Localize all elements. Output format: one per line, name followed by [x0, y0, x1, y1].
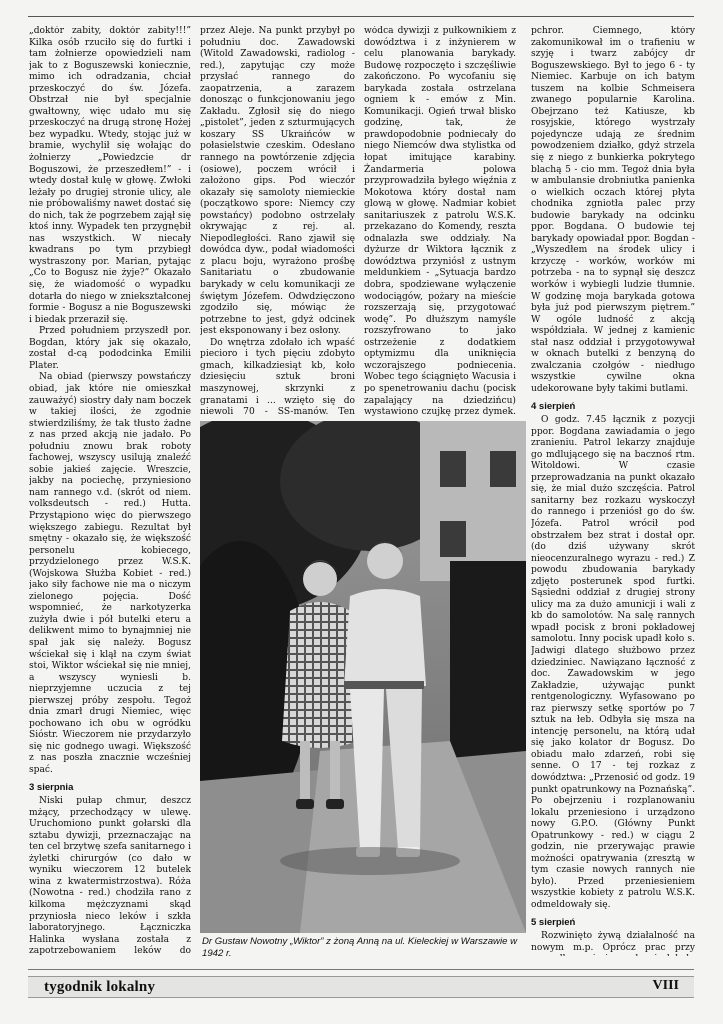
article-paragraph: „doktór zabity, doktór zabity!!!” Kilka osób rzuciło się do furtki i tam żołnierze opowiedzieli nam jak to z Boguszewski koniecznie, mimo ich odradzania, chciał przeskoczyć do św. Józefa. Obstrzał nie był specjalnie gwałtowny, więc udało mu się przeskoczyć na drugą stronę Hożej bez wypadku. Wtedy, stojąc już w bramie, wychylił się wołając do żołnierzy „Powiedzcie dr Boguszowi, że przeszedłem!” - i wtedy dostał kulę w głowę. Zwłoki leżały po drugiej stronie ulicy, ale nie próbowaliśmy nawet dostać się do nich, tak że pogrzebem zajął się ktoś inny. Wypadek ten przygnębił nas wszystkich. W niecały kwadrans po tym przybiegł wystraszony por. Marian, pytając „Co to Bogusz nie żyje?” Okazało się, że wiadomość o wypadku dotarła do niego w zniekształconej formie - Bogusz a nie Boguszewski i biedak przeraził się. — [29, 26, 191, 325]
article-column-1 — [29, 26, 191, 956]
section-heading: 3 sierpnia — [29, 781, 74, 793]
photo-caption: Dr Gustaw Nowotny „Wiktor” z żoną Anną na ul. Kieleckiej w Warszawie w 1942 r. — [202, 936, 518, 959]
article-paragraph: pchror. Ciemnego, który zakomunikował im o trafieniu w szyję i twarz zabójcy dr Boguszewskiego. Był to jego 6 - ty Niemiec. Karbuje on ich batym tuszem na kolbie Schmeisera zwanego popularnie Karolina. Obejrzano też Katiusze, kb rosyjskie, którego wystrzały pojedyncze udają ze średnim powodzeniem działko, gdyż strzela się z niego z bunkierka pokrytego blachą 5 - cio mm. Tegoż dnia była w ambulansie drobniutka panienka o wielkich oczach której płyta chodnika zgniotła palec przy budowie barykady na odcinku ppor. Bogdana. O budowie tej barykady opowiadał ppor. Bogdan - „Wyszedłem na środek ulicy i krzyczę - worków, worków mi potrzeba - na to sypnął się deszcz worków i wybiegli ludzie tłumnie. W godzinę moja barykada gotowa była już pod pierwszym piętrem.” W ogóle ludność z akcją współdziała. W jednej z kamienic stał nasz oddział i przygotowywał w oknach butelki z benzyną do zwalczania czołgów - niedługo wszystkie cywilne okna udekorowane były takimi butlami. — [531, 26, 695, 394]
article-paragraph: przez Aleje. Na punkt przybył po południu doc. Zawadowski (Witold Zawadowski, radiolog - red.), zapytując czy może przysłać rannego do zaopatrzenia, a zarazem donosząc o funkcjonowaniu jego Zakładu. Zgłosił się do niego „pistolet”, jeden z szturmujących koszary SS Ukraińców w połasielstwie czeskim. Odesłano rannego na powtórzenie zdjęcia (osiowe), poczem wrócił i założono gips. Pod wieczór okazały się samoloty niemieckie (początkowo spore: Niemcy czy powstańcy) podobno ostrzelały okrywając z rej. al. Niepodległości. Rano zjawił się dowódca dyw., podał wiadomości z placu boju, wyrażono prośbę Sanitariatu o zbudowanie barykady w celu komunikacji ze świętym Józefem. Odwdzięczono zgodziło się, mówiąc że potrzebne to jest, gdyż odcinek jest eksponowany i bez osłony. — [200, 26, 355, 337]
article-paragraph: Przed południem przyszedł por. Bogdan, który jak się okazało, został d-cą pododcinka Emilii Plater. — [29, 326, 191, 371]
article-paragraph: wódca dywizji z pułkownikiem z dowództwa i z inżynierem w celu planowania barykady. Budowę rozpoczęto i szczęśliwie zakończono. Po wycofaniu się barykada została ostrzelana ogniem k - emów z Min. Komunikacji. Ogień trwał blisko godzinę, tak, że prawdopodobnie podniecały do niego Niemców dwa stylistka od łopat imitujące karabiny. Żandarmeria polowa przyprowadziła byłego więźnia z Mokotowa który dostał nam glową w głowę. Nadmiar kobiet sanitariuszek z patrolu W.S.K. przekazano do Komendy, reszta odnalazła swe oddziały. Na dyżurze dr Wiktora łącznik z dowództwa przyniósł z ustnym meldunkiem - „Sytuacja bardzo dobra, spodziewane wyłączenie wodociągów, pożary na mieście rozszerzają się, przygotować wodę”. Po dłuższym namyśle rozszyfrowano to jako ostrzeżenie z dodatkiem optymizmu dla uniknięcia wczorajszego podniecenia. Wobec tego ściągnięto Wacusia i po spenetrowaniu dachu (pocisk zapalający na dziedzińcu) wystawiono czujkę przez dymek. — [364, 26, 516, 418]
historical-photo — [200, 421, 526, 933]
article-paragraph: O godz. 7.45 łącznik z pozycji ppor. Bogdana zawiadamia o jego zranieniu. Patrol lekarzy znajduje go mdlującego się na bacznoś rtm. Witoldowi. W czasie przeprowadzania na punkt okazało się, że mial dużo szczęścia. Patrol sanitarny bez rozkazu wyskoczył do rannego i przeniósł go do św. Józefa. Patrol wrócił pod obstrzałem bez strat i dostał opr.(do dziś używany skrót nieocenzuralnego wyrazu - red.) Z powodu zbudowania barykady zdjęto posterunek spod furtki. Sąsiedni oddział z drugiej strony ulicy ma za dużo amunicji i wali z kb do samolotów. Na salę rannych wpadł pocisk z broni pokładowej samolotu. Inny pocisk upadł koło s. Jadwigi dlatego służbowo przez dziedziniec. Nawiązano łączność z doc. Zawadowskim w jego Zakładzie, używając punkt rentgenologiczny. Wyfasowano po raz pierwszy setkę sportów po 7 sztuk na łeb. Odbyła się msza na intencję personelu, na którą udał się jako kolator dr Bogusz. Do obiadu mało zdarzeń, robi się senne. O 17 - tej rozkaz z dowództwa: „Przenosić od godz. 19 punkt opatrunkowy na Poznańską”. Po obejrzeniu i rozplanowaniu lokalu przeniesiono i urządzono nowy G.P.O. (Główny Punkt Opatrunkowy - red.) w ciągu 2 godzin, nie przerywając prawie możności opatrywania (zresztą w tym czasie nowych rannych nie było). Przed przeniesieniem wszystkie kobiety z patrolu W.S.K. odmeldowały się. — [531, 415, 695, 911]
footer-rule — [28, 969, 694, 970]
article-column-2 — [200, 26, 355, 418]
publication-title: tygodnik lokalny — [44, 979, 156, 995]
article-paragraph: Na obiad (pierwszy powstańczy obiad, jak które nie omieszkał zauważyć) siostry dały nam boczek w takiej ilości, że zgodnie stwierdziliśmy, że tak tłusto żadne z nas przed akcją nie jadało. Po południu znowu brak roboty fachowej, wszyscy usilują znaleźć sobie jakieś zajęcie. Wreszcie, jakby na pociechę, przyniesiono nam rannego v.d. (skrót od niem. volksdeutsch - red.) Hutta. Przystąpiono więc do pierwszego większego zabiegu. Rezultat był smętny - okazało się, że większość personelu kobiecego, przydzielonego przez W.S.K. (Wojskowa Służba Kobiet - red.) jako siły fachowe nie ma o niczym zielonego pojęcia. Dość wspomnieć, że narkotyzerka zużyła dwie i pół butelki eteru a delikwent mimo to bynajmniej nie spał jak się należy. Bogusz wściekał się i klął na czym świat stoi, Wiktor wściekał się nie mniej, a wszyscy wyniesli b. nieprzyjemne uczucia z tej pierwszej próby zespołu. Tegoż dnia zmarł drugi Niemiec, więc pochowano ich obu w ogródku Sióstr. Wieczorem nie przydarzyło się nic godnego uwagi. Większość z nas poszła znacznie wcześniej spać. — [29, 372, 191, 775]
section-heading: 5 sierpień — [531, 916, 576, 928]
article-column-3 — [364, 26, 516, 418]
top-rule — [28, 16, 694, 17]
article-column-4 — [531, 26, 695, 956]
article-paragraph: Rozwinięto żywą działalność na nowym m.p. Oprócz prac przy — [531, 931, 695, 953]
article-paragraph: Do wnętrza zdołało ich wpaść piecioro i tych pięciu zdobyto gmach, kilkadziesiąt kb, koło dziesięciu sztuk broni maszynowej, skrzynki z granatami i ... wzięto się do niewoli 70 - SS-manów. Ten — [200, 337, 355, 418]
page-number: VIII — [652, 978, 679, 993]
article-paragraph: Niski pułap chmur, deszcz mżący, przechodzący w ulewę. Uruchomiono punkt gołarski dla sztabu dywizji, przeznaczając na ten cel brzytwę szefa sanitarnego i żyletki chirurgów (co dało w wyniku wieczorem 12 butelek wina z kwatermistrzostwa). Róża (Nowotna - red.) chodziła rano z kilkoma mężczyznami skąd przyniosła nieco leków i szkła laboratoryjnego. Łączniczka Halinka wysłana została z zapotrzebowaniem leków do — [29, 796, 191, 956]
couple-photo-illustration — [200, 421, 526, 933]
section-heading: 4 sierpień — [531, 400, 576, 412]
